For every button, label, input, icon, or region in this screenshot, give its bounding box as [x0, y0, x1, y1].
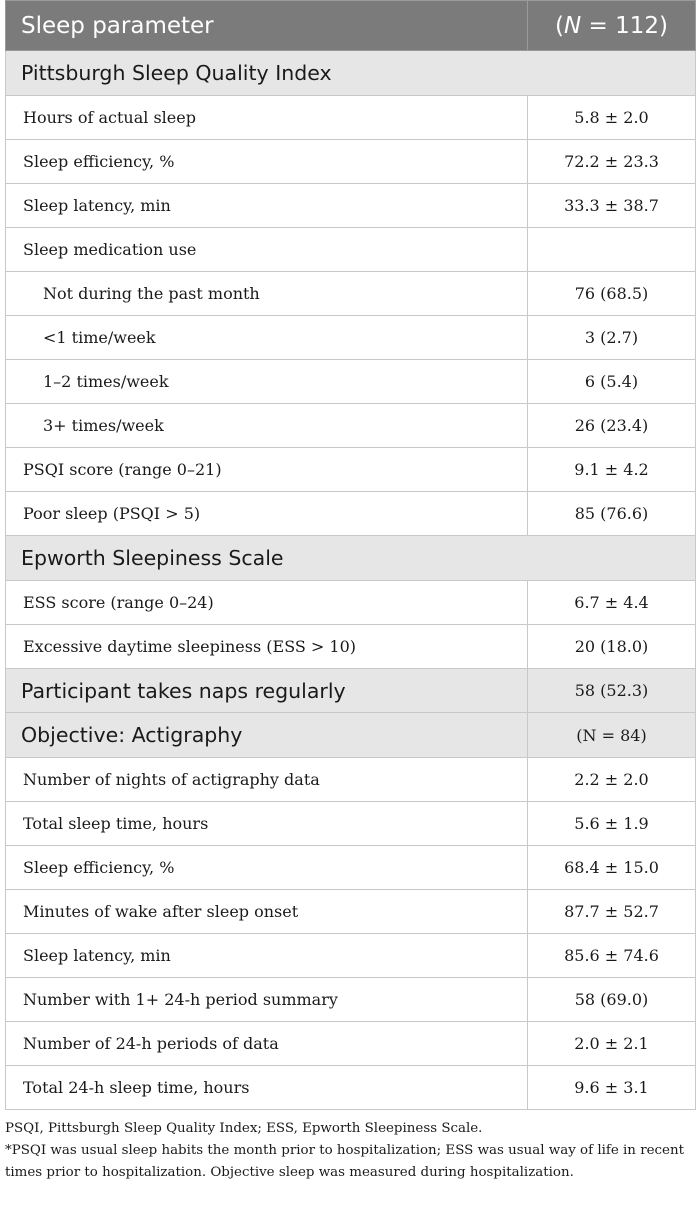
- row-label: Sleep efficiency, %: [6, 140, 528, 184]
- table-row: [6, 96, 696, 140]
- abbreviations-note: PSQI, Pittsburgh Sleep Quality Index; ESS, Epworth Sleepiness Scale.: [5, 1121, 483, 1136]
- section-psqi: [6, 51, 696, 96]
- row-value: 6 (5.4): [528, 360, 696, 404]
- row-label: Hours of actual sleep: [6, 96, 528, 140]
- section-actigraphy: [6, 713, 696, 758]
- row-value: 85 (76.6): [528, 492, 696, 536]
- row-value: 5.8 ± 2.0: [528, 96, 696, 140]
- table-row: [6, 934, 696, 978]
- table-row: [6, 1066, 696, 1110]
- row-label: Total 24-h sleep time, hours: [6, 1066, 528, 1110]
- row-label: Total sleep time, hours: [6, 802, 528, 846]
- sleep-parameters-table: [5, 0, 696, 1110]
- row-value: 68.4 ± 15.0: [528, 846, 696, 890]
- row-label: Sleep latency, min: [6, 184, 528, 228]
- row-label: 1–2 times/week: [6, 360, 528, 404]
- actigraphy-sample-size: (N = 84): [528, 713, 696, 758]
- row-label: Excessive daytime sleepiness (ESS > 10): [6, 625, 528, 669]
- table-row: [6, 272, 696, 316]
- table-row: [6, 890, 696, 934]
- row-value: 6.7 ± 4.4: [528, 581, 696, 625]
- table-row: [6, 184, 696, 228]
- section-title: Objective: Actigraphy: [6, 713, 528, 758]
- row-label: PSQI score (range 0–21): [6, 448, 528, 492]
- row-label: ESS score (range 0–24): [6, 581, 528, 625]
- row-value: 58 (69.0): [528, 978, 696, 1022]
- table-row: [6, 978, 696, 1022]
- table-header-row: [6, 1, 696, 51]
- table-row: [6, 846, 696, 890]
- row-value: 26 (23.4): [528, 404, 696, 448]
- row-label: Number with 1+ 24-h period summary: [6, 978, 528, 1022]
- row-label: Sleep efficiency, %: [6, 846, 528, 890]
- row-value: 5.6 ± 1.9: [528, 802, 696, 846]
- row-value: 3 (2.7): [528, 316, 696, 360]
- table-row: [6, 404, 696, 448]
- row-value: 2.2 ± 2.0: [528, 758, 696, 802]
- row-value: 87.7 ± 52.7: [528, 890, 696, 934]
- row-value: 2.0 ± 2.1: [528, 1022, 696, 1066]
- row-label: Minutes of wake after sleep onset: [6, 890, 528, 934]
- header-sample-size: (N = 112): [528, 1, 696, 51]
- row-value: 33.3 ± 38.7: [528, 184, 696, 228]
- row-label: Not during the past month: [6, 272, 528, 316]
- sleep-table-container: [5, 0, 695, 1184]
- row-label: Sleep medication use: [6, 228, 528, 272]
- header-sleep-parameter: Sleep parameter: [6, 1, 528, 51]
- table-row: [6, 625, 696, 669]
- section-title: Epworth Sleepiness Scale: [6, 536, 696, 581]
- naps-value: 58 (52.3): [528, 669, 696, 713]
- table-row: [6, 581, 696, 625]
- row-value: 76 (68.5): [528, 272, 696, 316]
- table-row: [6, 448, 696, 492]
- table-row: [6, 316, 696, 360]
- naps-row: [6, 669, 696, 713]
- table-row: [6, 360, 696, 404]
- table-row: [6, 758, 696, 802]
- row-label: 3+ times/week: [6, 404, 528, 448]
- row-label: Sleep latency, min: [6, 934, 528, 978]
- table-row: [6, 802, 696, 846]
- row-label: <1 time/week: [6, 316, 528, 360]
- methods-note: *PSQI was usual sleep habits the month prior to hospitalization; ESS was usual way of life in recent times prior to hospitalization. Objective sleep was measured during hospitalization.: [5, 1143, 684, 1180]
- row-label: Number of nights of actigraphy data: [6, 758, 528, 802]
- row-value: 72.2 ± 23.3: [528, 140, 696, 184]
- table-row: [6, 228, 696, 272]
- table-footnotes: [5, 1118, 695, 1184]
- table-row: [6, 1022, 696, 1066]
- section-ess: [6, 536, 696, 581]
- table-row: [6, 140, 696, 184]
- row-value: 9.6 ± 3.1: [528, 1066, 696, 1110]
- row-label: Number of 24-h periods of data: [6, 1022, 528, 1066]
- section-title: Pittsburgh Sleep Quality Index: [6, 51, 696, 96]
- row-value: 9.1 ± 4.2: [528, 448, 696, 492]
- row-value: 85.6 ± 74.6: [528, 934, 696, 978]
- row-label: Poor sleep (PSQI > 5): [6, 492, 528, 536]
- row-value: 20 (18.0): [528, 625, 696, 669]
- naps-label: Participant takes naps regularly: [6, 669, 528, 713]
- row-value: [528, 228, 696, 272]
- table-row: [6, 492, 696, 536]
